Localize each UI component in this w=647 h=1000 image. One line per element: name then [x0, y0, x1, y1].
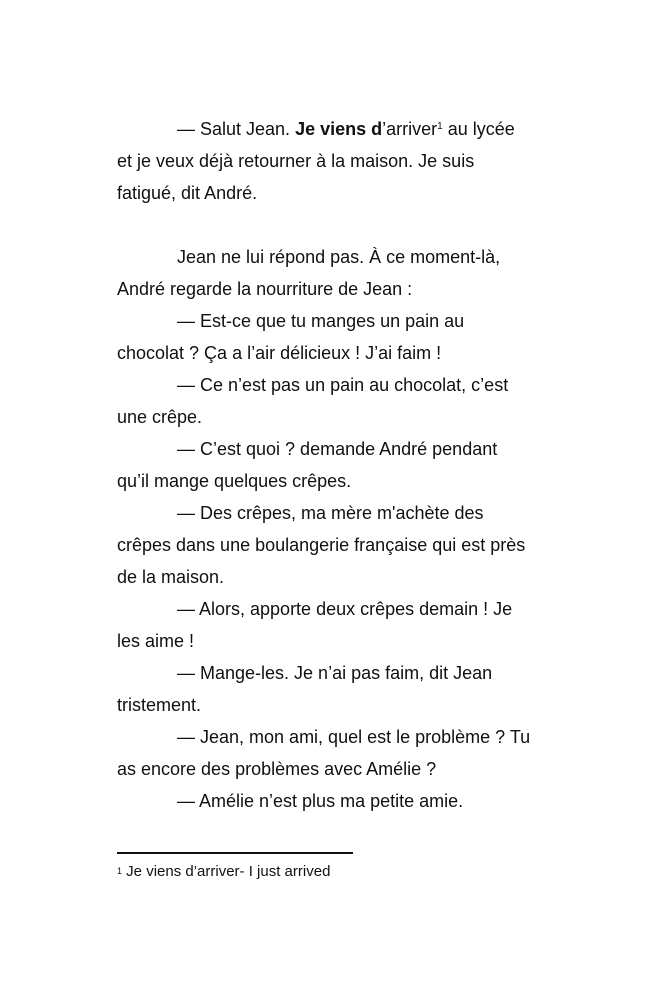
paragraph-line: — Est-ce que tu manges un pain au — [177, 311, 465, 331]
paragraph-line: — Mange-les. Je n’ai pas faim, dit Jean — [177, 663, 493, 683]
paragraph-line: qu’il mange quelques crêpes. — [117, 471, 352, 491]
footnote-number: 1 — [117, 866, 123, 876]
paragraph-line: et je veux déjà retourner à la maison. Je suis — [117, 151, 475, 171]
paragraph-line: — Des crêpes, ma mère m'achète des — [177, 503, 484, 523]
bold-phrase: Je viens d — [295, 119, 383, 139]
paragraph-line: chocolat ? Ça a l’air délicieux ! J’ai faim ! — [117, 343, 442, 363]
dialogue-text: ’arriver — [382, 119, 438, 139]
paragraph-line: — Jean, mon ami, quel est le problème ? Tu — [177, 727, 531, 747]
footnote-text: Je viens d’arriver- I just arrived — [122, 863, 331, 880]
paragraph-line: — C’est quoi ? demande André pendant — [177, 439, 498, 459]
paragraph-line: les aime ! — [117, 631, 195, 651]
paragraph-line — [177, 118, 515, 140]
paragraph-line: as encore des problèmes avec Amélie ? — [117, 759, 437, 779]
paragraph-line: — Alors, apporte deux crêpes demain ! Je — [177, 599, 513, 619]
paragraph-line: fatigué, dit André. — [117, 183, 258, 203]
dialogue-text: au lycée — [442, 119, 515, 139]
paragraph-line: — Amélie n’est plus ma petite amie. — [177, 791, 464, 811]
paragraph-line: — Ce n’est pas un pain au chocolat, c’est — [177, 375, 509, 395]
paragraph-line: de la maison. — [117, 567, 225, 587]
dialogue-text: — Salut Jean. — [177, 119, 296, 139]
paragraph-line: André regarde la nourriture de Jean : — [117, 279, 413, 299]
footnote-reference[interactable]: 1 — [437, 121, 443, 132]
footnote-divider — [117, 852, 353, 854]
paragraph-line: tristement. — [117, 695, 202, 715]
paragraph-line: Jean ne lui répond pas. À ce moment-là, — [177, 247, 501, 267]
paragraph-line: crêpes dans une boulangerie française qui est près — [117, 535, 526, 555]
footnote — [117, 862, 330, 882]
paragraph-line: une crêpe. — [117, 407, 203, 427]
